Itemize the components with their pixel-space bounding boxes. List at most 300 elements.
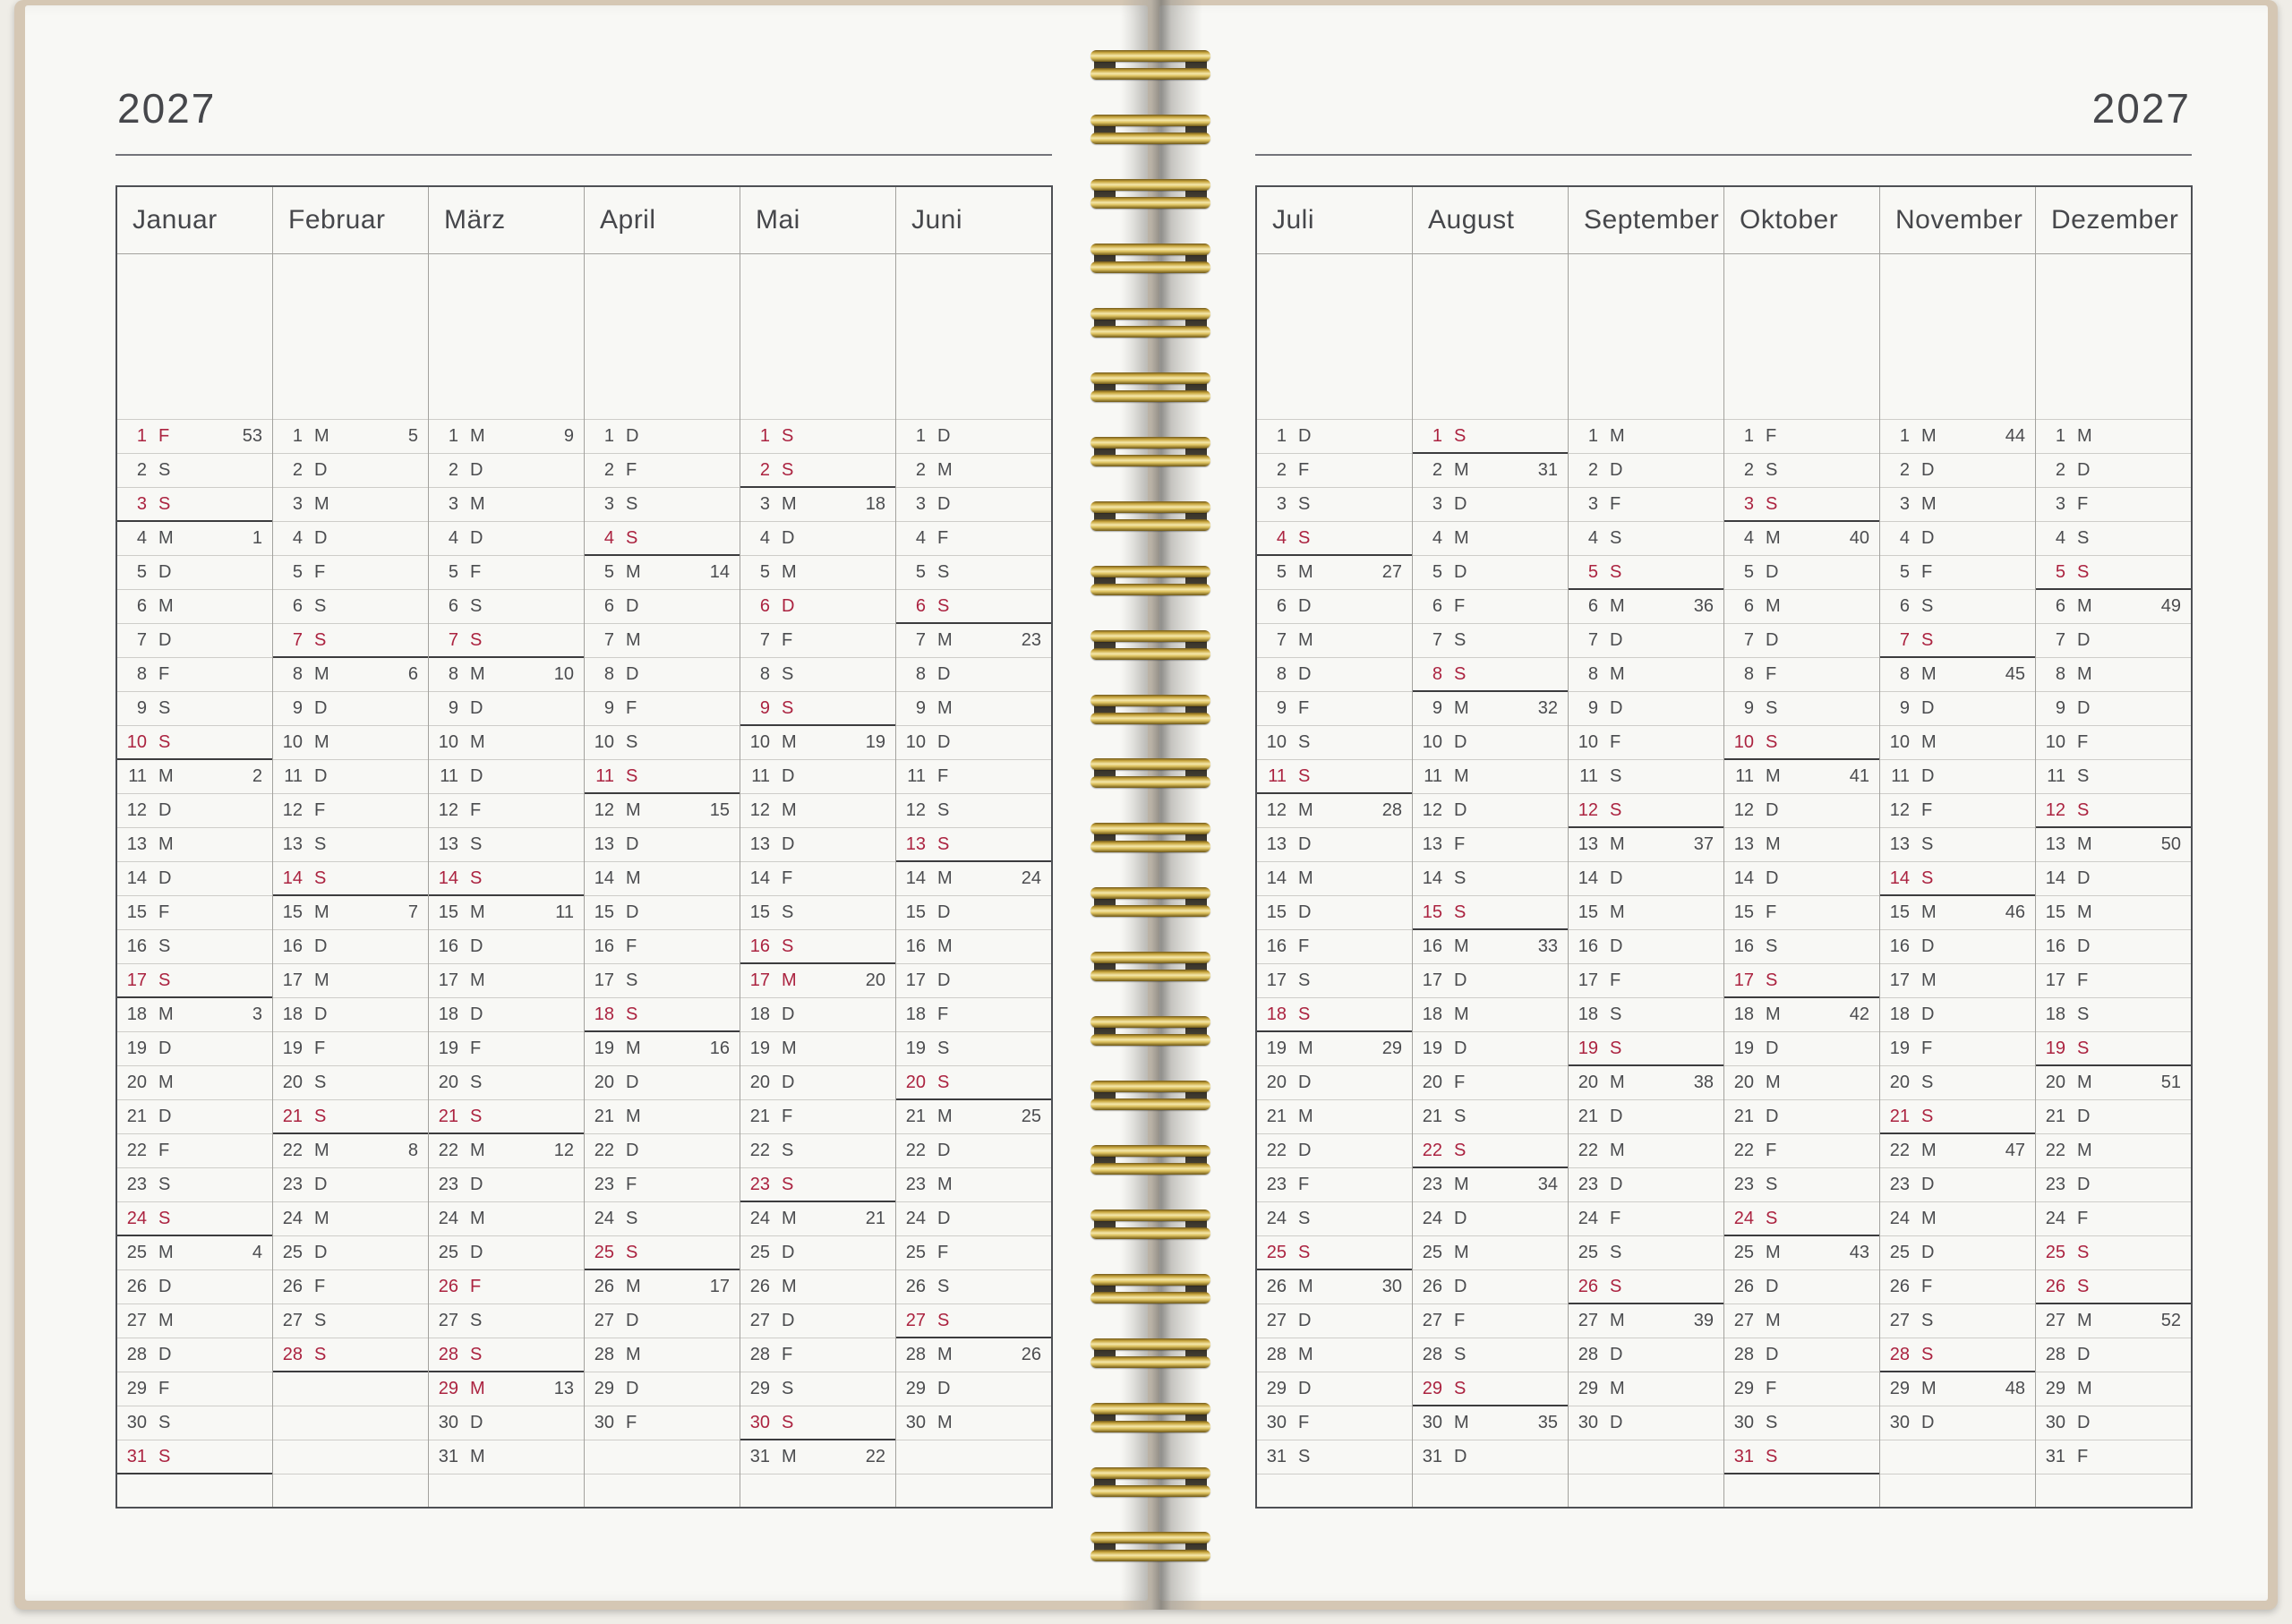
day-row <box>117 590 272 624</box>
day-number: 4 <box>136 528 147 548</box>
day-number: 17 <box>1733 970 1754 990</box>
day-row <box>117 1100 272 1134</box>
day-number: 16 <box>2045 936 2065 956</box>
day-number: 6 <box>292 596 303 616</box>
month-name: Februar <box>273 187 428 254</box>
week-number: 45 <box>2005 664 2025 684</box>
weekday-letter: D <box>1921 460 1935 480</box>
day-row <box>117 862 272 896</box>
day-number: 9 <box>1276 698 1287 718</box>
day-number: 29 <box>749 1379 770 1398</box>
weekday-letter: M <box>1454 1243 1469 1262</box>
day-number: 9 <box>1587 698 1598 718</box>
weekday-letter: D <box>2077 698 2091 718</box>
ring-wire-bottom <box>1090 455 1210 466</box>
weekday-letter: M <box>782 1447 797 1466</box>
day-number: 16 <box>1422 936 1442 956</box>
month-name: November <box>1880 187 2035 254</box>
weekday-letter: M <box>782 562 797 582</box>
day-number: 25 <box>1266 1243 1287 1262</box>
day-row <box>1880 1372 2035 1406</box>
week-number: 9 <box>563 426 574 446</box>
day-number: 7 <box>1276 630 1287 650</box>
day-row <box>1413 794 1568 828</box>
day-number: 8 <box>136 664 147 684</box>
weekday-letter: D <box>1766 1277 1779 1296</box>
weekday-letter: M <box>2077 1073 2092 1092</box>
ring-wire-bottom <box>1090 1227 1210 1239</box>
day-number: 11 <box>128 766 147 786</box>
day-row <box>740 692 895 726</box>
day-row <box>1413 420 1568 454</box>
weekday-letter: F <box>1921 1039 1933 1058</box>
weekday-letter: M <box>470 970 485 990</box>
day-number: 6 <box>448 596 458 616</box>
day-row <box>429 556 584 590</box>
day-number: 26 <box>594 1277 614 1296</box>
day-row <box>1257 1270 1412 1304</box>
day-row <box>1569 998 1723 1032</box>
day-row <box>2036 1406 2191 1440</box>
day-row <box>1413 488 1568 522</box>
day-row <box>429 1236 584 1270</box>
weekday-letter: D <box>1298 1379 1312 1398</box>
weekday-letter: D <box>782 1073 795 1092</box>
day-number: 7 <box>1587 630 1598 650</box>
ring-wire-top <box>1090 1145 1210 1157</box>
binding-ring <box>1090 115 1210 144</box>
day-row <box>740 1066 895 1100</box>
day-number: 14 <box>905 868 926 888</box>
day-row <box>429 1440 584 1474</box>
weekday-letter: D <box>626 834 639 854</box>
day-row <box>429 488 584 522</box>
day-number: 15 <box>282 902 303 922</box>
ring-wire-top <box>1090 1274 1210 1286</box>
day-row <box>117 828 272 862</box>
day-row <box>273 692 428 726</box>
day-number: 18 <box>438 1004 458 1024</box>
day-row <box>1880 1032 2035 1066</box>
day-row <box>1724 1406 1879 1440</box>
month-notes-space <box>429 254 584 420</box>
day-row <box>117 454 272 488</box>
day-row <box>1724 488 1879 522</box>
weekday-letter: S <box>1298 528 1311 548</box>
weekday-letter: D <box>158 1039 172 1058</box>
weekday-letter: M <box>470 1141 485 1160</box>
day-row <box>585 488 740 522</box>
day-row <box>429 522 584 556</box>
day-row <box>1724 1440 1879 1474</box>
day-number: 23 <box>126 1175 147 1194</box>
week-number: 31 <box>1537 460 1558 480</box>
weekday-letter: D <box>1298 1073 1312 1092</box>
day-number: 28 <box>749 1345 770 1364</box>
day-number: 23 <box>282 1175 303 1194</box>
day-number: 13 <box>126 834 147 854</box>
weekday-letter: D <box>626 426 639 446</box>
weekday-letter: F <box>158 426 170 446</box>
weekday-letter: S <box>1454 1345 1467 1364</box>
day-number: 3 <box>1743 494 1754 514</box>
weekday-letter: S <box>937 1039 950 1058</box>
day-row <box>585 828 740 862</box>
day-number: 3 <box>448 494 458 514</box>
day-row <box>740 760 895 794</box>
weekday-letter: F <box>158 664 170 684</box>
day-row <box>1257 998 1412 1032</box>
day-row <box>896 760 1051 794</box>
ring-wire-top <box>1090 887 1210 899</box>
day-number: 30 <box>438 1413 458 1432</box>
weekday-letter: M <box>2077 426 2092 446</box>
title-rule-left <box>115 154 1052 156</box>
weekday-letter: M <box>1766 528 1781 548</box>
weekday-letter: D <box>626 1379 639 1398</box>
day-number: 16 <box>905 936 926 956</box>
day-number: 29 <box>1578 1379 1598 1398</box>
day-row <box>1569 556 1723 590</box>
day-number: 12 <box>1422 800 1442 820</box>
day-number: 21 <box>126 1107 147 1126</box>
bottom-blank-row <box>2036 1474 2191 1507</box>
day-row <box>1569 862 1723 896</box>
binding-ring <box>1090 695 1210 724</box>
day-number: 20 <box>126 1073 147 1092</box>
day-number: 21 <box>1889 1107 1910 1126</box>
weekday-letter: M <box>158 1243 174 1262</box>
day-number: 8 <box>1743 664 1754 684</box>
weekday-letter: D <box>937 970 951 990</box>
day-row <box>117 1202 272 1236</box>
day-row <box>429 794 584 828</box>
weekday-letter: D <box>314 936 328 956</box>
day-number: 10 <box>1733 732 1754 752</box>
weekday-letter: F <box>1454 596 1466 616</box>
weekday-letter: M <box>1766 1004 1781 1024</box>
day-number: 14 <box>282 868 303 888</box>
weekday-letter: D <box>626 596 639 616</box>
weekday-letter: S <box>158 494 171 514</box>
day-number: 26 <box>749 1277 770 1296</box>
day-row <box>1880 896 2035 930</box>
day-row <box>896 556 1051 590</box>
day-row <box>585 964 740 998</box>
day-number: 19 <box>749 1039 770 1058</box>
weekday-letter: M <box>1610 902 1625 922</box>
weekday-letter: M <box>1766 596 1781 616</box>
ring-wire-top <box>1090 1403 1210 1415</box>
day-number: 22 <box>1578 1141 1598 1160</box>
day-row <box>429 760 584 794</box>
bottom-blank-row <box>1569 1474 1723 1507</box>
day-number: 30 <box>1889 1413 1910 1432</box>
weekday-letter: S <box>1921 596 1934 616</box>
day-number: 12 <box>1266 800 1287 820</box>
day-number: 13 <box>1733 834 1754 854</box>
day-row <box>429 862 584 896</box>
weekday-letter: D <box>1298 596 1312 616</box>
month-column <box>1413 187 1569 1507</box>
weekday-letter: S <box>1921 1073 1934 1092</box>
day-row <box>585 1168 740 1202</box>
weekday-letter: S <box>1610 800 1622 820</box>
year-title-left: 2027 <box>117 85 217 132</box>
weekday-letter: D <box>626 664 639 684</box>
day-number: 23 <box>594 1175 614 1194</box>
day-row <box>1257 964 1412 998</box>
day-number: 18 <box>1266 1004 1287 1024</box>
weekday-letter: S <box>470 630 483 650</box>
weekday-letter: F <box>2077 732 2089 752</box>
day-number: 21 <box>438 1107 458 1126</box>
month-name: Oktober <box>1724 187 1879 254</box>
day-row <box>273 1338 428 1372</box>
day-row <box>273 794 428 828</box>
day-number: 5 <box>2055 562 2065 582</box>
weekday-letter: M <box>1610 426 1625 446</box>
weekday-letter: D <box>1454 562 1467 582</box>
day-row <box>1413 930 1568 964</box>
weekday-letter: F <box>314 800 326 820</box>
day-number: 19 <box>2045 1039 2065 1058</box>
day-number: 29 <box>1889 1379 1910 1398</box>
day-number: 20 <box>905 1073 926 1092</box>
weekday-letter: S <box>782 664 794 684</box>
day-row <box>585 420 740 454</box>
day-row <box>1413 828 1568 862</box>
weekday-letter: D <box>1921 1175 1935 1194</box>
day-number: 23 <box>1266 1175 1287 1194</box>
day-number: 6 <box>2055 596 2065 616</box>
day-number: 22 <box>438 1141 458 1160</box>
week-number: 7 <box>407 902 418 922</box>
day-row <box>585 1100 740 1134</box>
day-row <box>896 828 1051 862</box>
month-notes-space <box>1724 254 1879 420</box>
day-number: 4 <box>2055 528 2065 548</box>
day-number: 20 <box>1422 1073 1442 1092</box>
weekday-letter: S <box>470 1073 483 1092</box>
week-number: 27 <box>1381 562 1402 582</box>
ring-wire-top <box>1090 115 1210 126</box>
day-row <box>429 454 584 488</box>
day-row <box>1569 454 1723 488</box>
day-row <box>585 1202 740 1236</box>
weekday-letter: F <box>1298 1175 1310 1194</box>
ring-wire-top <box>1090 1081 1210 1092</box>
weekday-letter: S <box>937 596 950 616</box>
day-number: 28 <box>1266 1345 1287 1364</box>
day-row <box>1880 1100 2035 1134</box>
day-row <box>117 760 272 794</box>
weekday-letter: M <box>158 528 174 548</box>
day-number: 10 <box>2045 732 2065 752</box>
day-row <box>117 930 272 964</box>
day-number: 12 <box>2045 800 2065 820</box>
day-row <box>1569 794 1723 828</box>
weekday-letter: F <box>2077 970 2089 990</box>
day-number: 17 <box>905 970 926 990</box>
weekday-letter: S <box>470 834 483 854</box>
day-number: 17 <box>1578 970 1598 990</box>
day-number: 10 <box>1889 732 1910 752</box>
day-row <box>585 998 740 1032</box>
weekday-letter: S <box>1298 766 1311 786</box>
day-row <box>1724 1236 1879 1270</box>
day-number: 13 <box>749 834 770 854</box>
day-row <box>2036 1066 2191 1100</box>
day-row <box>896 1134 1051 1168</box>
weekday-letter: D <box>1766 562 1779 582</box>
binding-ring <box>1090 887 1210 917</box>
day-number: 7 <box>1743 630 1754 650</box>
bottom-blank-row <box>585 1474 740 1507</box>
weekday-letter: M <box>470 1209 485 1228</box>
day-number: 28 <box>905 1345 926 1364</box>
day-number: 25 <box>1733 1243 1754 1262</box>
day-number: 14 <box>1266 868 1287 888</box>
day-number: 9 <box>2055 698 2065 718</box>
day-number: 13 <box>282 834 303 854</box>
weekday-letter: S <box>1454 902 1467 922</box>
weekday-letter: S <box>314 1311 327 1330</box>
weekday-letter: S <box>1454 426 1467 446</box>
day-number: 24 <box>2045 1209 2065 1228</box>
day-row <box>896 1338 1051 1372</box>
weekday-letter: D <box>1454 970 1467 990</box>
day-number: 19 <box>1889 1039 1910 1058</box>
day-number: 1 <box>1276 426 1287 446</box>
day-number: 19 <box>1422 1039 1442 1058</box>
weekday-letter: S <box>1610 1243 1622 1262</box>
day-row <box>273 862 428 896</box>
day-number: 12 <box>749 800 770 820</box>
day-row <box>740 1202 895 1236</box>
day-row <box>896 624 1051 658</box>
weekday-letter: M <box>626 630 641 650</box>
day-row <box>1413 998 1568 1032</box>
day-number: 12 <box>282 800 303 820</box>
weekday-letter: M <box>626 1345 641 1364</box>
day-number: 10 <box>438 732 458 752</box>
day-row <box>1724 1338 1879 1372</box>
day-number: 9 <box>292 698 303 718</box>
weekday-letter: M <box>1610 664 1625 684</box>
ring-wire-bottom <box>1090 905 1210 917</box>
weekday-letter: M <box>1610 834 1625 854</box>
day-number: 22 <box>2045 1141 2065 1160</box>
weekday-letter: D <box>782 596 795 616</box>
day-number: 8 <box>1899 664 1910 684</box>
day-row <box>1257 1100 1412 1134</box>
day-number: 20 <box>1889 1073 1910 1092</box>
weekday-letter: M <box>782 1209 797 1228</box>
day-number: 5 <box>1743 562 1754 582</box>
weekday-letter: S <box>1610 1039 1622 1058</box>
day-number: 3 <box>292 494 303 514</box>
ring-wire-top <box>1090 1338 1210 1350</box>
day-row <box>2036 522 2191 556</box>
day-row <box>1724 624 1879 658</box>
day-number: 29 <box>1266 1379 1287 1398</box>
day-row <box>273 1100 428 1134</box>
weekday-letter: D <box>2077 1107 2091 1126</box>
weekday-letter: F <box>1610 970 1621 990</box>
day-row <box>1257 896 1412 930</box>
day-number: 21 <box>1733 1107 1754 1126</box>
ring-wire-top <box>1090 372 1210 384</box>
weekday-letter: S <box>1454 664 1467 684</box>
day-number: 11 <box>440 766 458 786</box>
day-number: 31 <box>438 1447 458 1466</box>
day-number: 6 <box>1899 596 1910 616</box>
day-row <box>1569 590 1723 624</box>
day-number: 23 <box>1578 1175 1598 1194</box>
weekday-letter: M <box>1610 1073 1625 1092</box>
day-row <box>1569 1202 1723 1236</box>
day-row <box>273 1032 428 1066</box>
month-column <box>117 187 273 1507</box>
day-number: 1 <box>2055 426 2065 446</box>
day-row <box>896 1100 1051 1134</box>
weekday-letter: S <box>1610 766 1622 786</box>
day-number: 2 <box>1743 460 1754 480</box>
bottom-blank-row <box>117 1474 272 1507</box>
day-number: 16 <box>1733 936 1754 956</box>
month-name: Mai <box>740 187 895 254</box>
weekday-letter: F <box>626 1175 637 1194</box>
day-number: 17 <box>282 970 303 990</box>
week-number: 14 <box>709 562 730 582</box>
day-row <box>1724 1372 1879 1406</box>
day-row <box>273 1134 428 1168</box>
week-number: 13 <box>553 1379 574 1398</box>
binding-ring <box>1090 1145 1210 1175</box>
weekday-letter: F <box>937 1243 949 1262</box>
day-number: 22 <box>749 1141 770 1160</box>
ring-wire-top <box>1090 1016 1210 1028</box>
weekday-letter: S <box>1766 1413 1778 1432</box>
calendar-table-jan-jun <box>115 185 1053 1509</box>
week-number: 34 <box>1537 1175 1558 1194</box>
weekday-letter: F <box>937 1004 949 1024</box>
binding-ring <box>1090 501 1210 531</box>
weekday-letter: S <box>314 1107 327 1126</box>
day-number: 20 <box>1733 1073 1754 1092</box>
day-number: 27 <box>1889 1311 1910 1330</box>
title-rule-right <box>1255 154 2192 156</box>
day-row <box>1724 896 1879 930</box>
day-number: 10 <box>1578 732 1598 752</box>
day-row <box>585 658 740 692</box>
weekday-letter: F <box>1921 1277 1933 1296</box>
day-number: 29 <box>438 1379 458 1398</box>
day-row <box>429 1304 584 1338</box>
week-number: 8 <box>407 1141 418 1160</box>
day-row <box>585 930 740 964</box>
weekday-letter: S <box>2077 562 2090 582</box>
weekday-letter: S <box>1298 1243 1311 1262</box>
day-number: 4 <box>448 528 458 548</box>
day-number: 2 <box>1587 460 1598 480</box>
binding-ring <box>1090 566 1210 595</box>
weekday-letter: D <box>626 902 639 922</box>
month-notes-space <box>117 254 272 420</box>
month-column <box>1724 187 1880 1507</box>
day-row <box>585 1236 740 1270</box>
